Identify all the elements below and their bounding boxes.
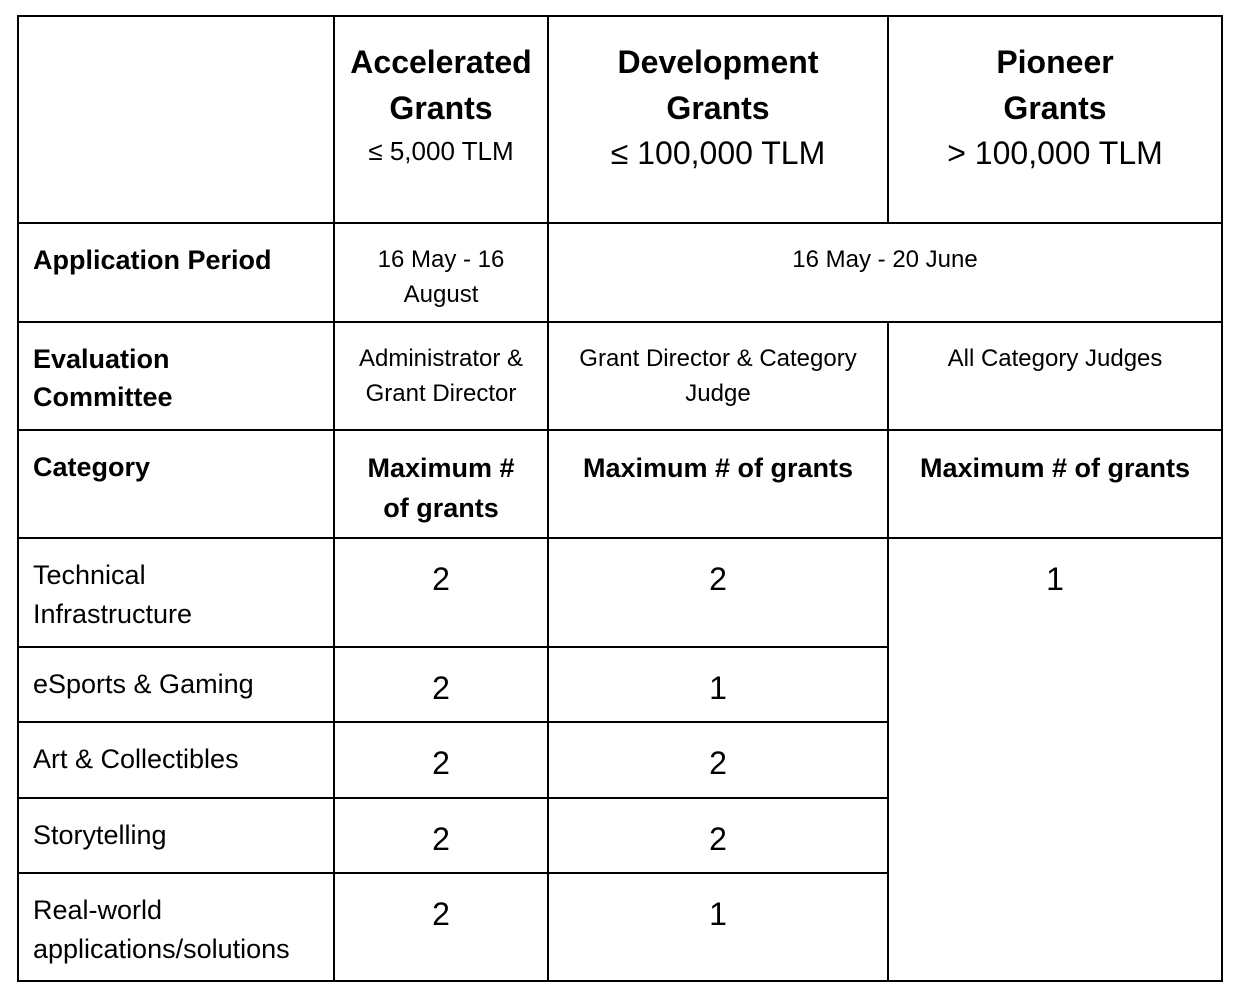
application-period-label: Application Period <box>33 245 272 275</box>
development-committee-cell <box>548 322 888 430</box>
evaluation-committee-row <box>18 322 1222 430</box>
category-name-cell <box>18 722 334 798</box>
development-count: 2 <box>709 745 727 781</box>
development-count-cell <box>548 538 888 647</box>
accelerated-grants-title: Accelerated Grants <box>350 44 532 126</box>
development-grants-amount: ≤ 100,000 TLM <box>610 135 826 171</box>
header-corner-cell <box>18 16 334 223</box>
table-row <box>18 538 1222 647</box>
accelerated-count: 2 <box>432 745 450 781</box>
pioneer-count-cell <box>888 538 1222 981</box>
category-name: Storytelling <box>33 820 167 850</box>
pioneer-grants-amount: > 100,000 TLM <box>947 135 1163 171</box>
application-period-row <box>18 223 1222 322</box>
development-count-cell <box>548 722 888 798</box>
accelerated-committee-cell <box>334 322 548 430</box>
category-header-row <box>18 430 1222 538</box>
pioneer-committee-value: All Category Judges <box>947 345 1163 372</box>
development-pioneer-period-value: 16 May - 20 June <box>792 246 978 273</box>
category-name: eSports & Gaming <box>33 669 254 699</box>
development-count: 1 <box>709 896 727 932</box>
accelerated-count: 2 <box>432 896 450 932</box>
category-name: Real-world applications/solutions <box>33 895 290 964</box>
header-development-grants <box>548 16 888 223</box>
category-name-cell <box>18 798 334 873</box>
evaluation-committee-label-cell <box>18 322 334 430</box>
table-header-row <box>18 16 1222 223</box>
accelerated-period-value: 16 May - 16 August <box>377 246 505 308</box>
pioneer-committee-cell <box>888 322 1222 430</box>
header-pioneer-grants <box>888 16 1222 223</box>
development-pioneer-period-cell <box>548 223 1222 322</box>
application-period-label-cell <box>18 223 334 322</box>
accelerated-count: 2 <box>432 821 450 857</box>
pioneer-grants-title: Pioneer Grants <box>996 44 1114 126</box>
accelerated-count-cell <box>334 798 548 873</box>
category-name-cell <box>18 647 334 722</box>
pioneer-max-grants-header-cell <box>888 430 1222 538</box>
development-grants-title: Development Grants <box>617 44 819 126</box>
accelerated-max-grants-header: Maximum # of grants <box>367 453 515 523</box>
category-name: Art & Collectibles <box>33 744 239 774</box>
development-count-cell <box>548 873 888 981</box>
accelerated-period-cell <box>334 223 548 322</box>
development-committee-value: Grant Director & Category Judge <box>579 345 857 407</box>
accelerated-count-cell <box>334 722 548 798</box>
development-max-grants-header-cell <box>548 430 888 538</box>
accelerated-count-cell <box>334 873 548 981</box>
header-accelerated-grants <box>334 16 548 223</box>
development-count-cell <box>548 647 888 722</box>
accelerated-committee-value: Administrator & Grant Director <box>358 345 524 407</box>
accelerated-count-cell <box>334 538 548 647</box>
category-label: Category <box>33 452 151 482</box>
evaluation-committee-label: Evaluation Committee <box>33 344 173 412</box>
pioneer-count: 1 <box>1046 561 1064 597</box>
pioneer-max-grants-header: Maximum # of grants <box>919 453 1191 483</box>
development-max-grants-header: Maximum # of grants <box>582 453 854 483</box>
development-count-cell <box>548 798 888 873</box>
category-name-cell <box>18 538 334 647</box>
development-count: 1 <box>709 670 727 706</box>
accelerated-count: 2 <box>432 561 450 597</box>
accelerated-max-grants-header-cell <box>334 430 548 538</box>
accelerated-count: 2 <box>432 670 450 706</box>
development-count: 2 <box>709 561 727 597</box>
development-count: 2 <box>709 821 727 857</box>
category-name: Technical Infrastructure <box>33 560 193 629</box>
accelerated-count-cell <box>334 647 548 722</box>
accelerated-grants-amount: ≤ 5,000 TLM <box>368 136 514 166</box>
category-label-cell <box>18 430 334 538</box>
category-name-cell <box>18 873 334 981</box>
grant-tiers-table <box>17 15 1223 982</box>
